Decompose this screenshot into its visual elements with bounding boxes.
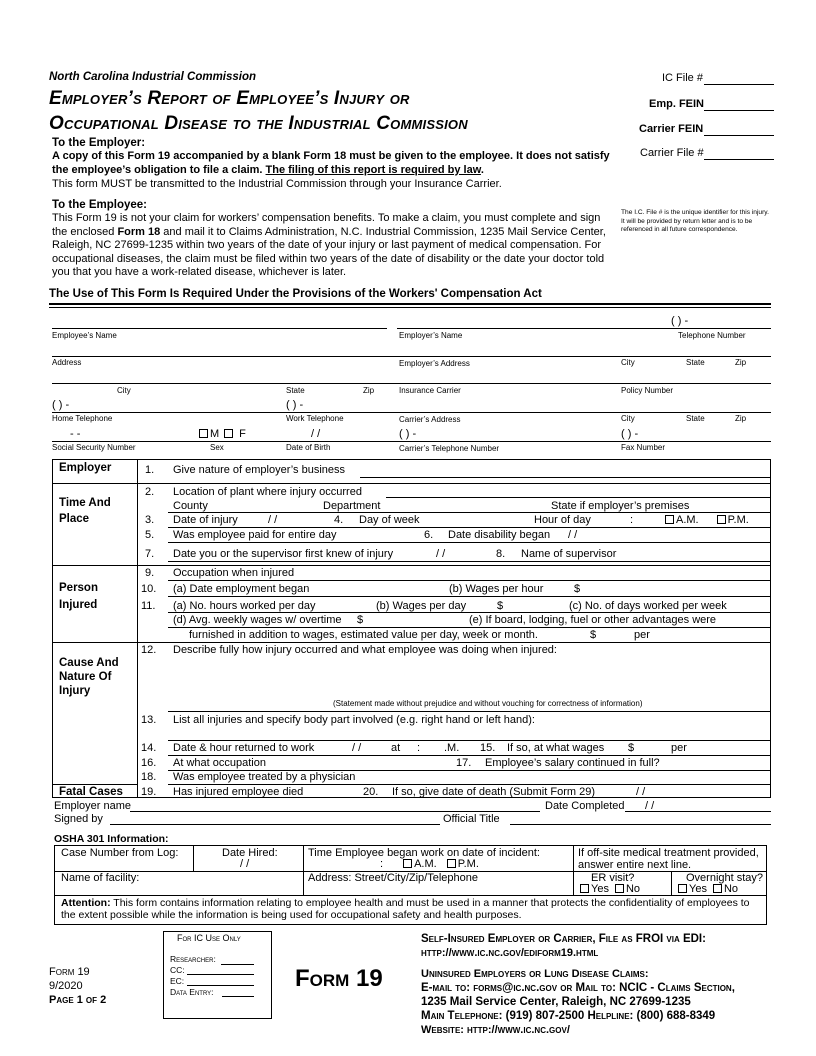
employee-name-field[interactable] [52,328,387,329]
uninsured-heading: Uninsured Employers or Lung Disease Claims: [421,968,649,980]
am-checkbox[interactable] [665,515,674,524]
city-label: City [621,414,635,423]
ec-label: EC: [170,976,185,986]
form-title-line2: Occupational Disease to the Industrial Commission [49,113,468,134]
ec-field[interactable] [187,985,254,986]
osha-pm-checkbox[interactable] [447,859,456,868]
q2-number: 2. [145,486,155,498]
case-number-label: Case Number from Log: [61,847,179,859]
overnight-yes-checkbox[interactable] [678,884,687,893]
date-hired-label: Date Hired: [222,847,278,859]
to-employer-heading: To the Employer: [52,137,146,149]
q16-label: At what occupation [173,757,266,769]
dollar-sign: $ [590,629,597,641]
q17-number: 17. [456,757,472,769]
q7-label: Date you or the supervisor first knew of injury [173,548,394,560]
zip-label: Zip [363,386,375,395]
data-entry-label: Data Entry: [170,987,214,997]
q11e-continued: furnished in addition to wages, estimated value per day, week or month. [189,629,538,641]
hour-label: Hour of day [534,514,591,526]
ssn-mask: - - [70,428,81,440]
q12-number: 12. [141,644,157,656]
per-label: per [671,742,687,754]
overnight-no-checkbox[interactable] [713,884,722,893]
official-title-label: Official Title [443,813,500,825]
employer-address-label: Employer’s Address [399,359,470,368]
q6-number: 6. [424,529,434,541]
return-date-mask: / / [352,742,362,754]
q11a-label: (a) No. hours worked per day [173,600,316,612]
q15-number: 15. [480,742,496,754]
date-completed-mask: / / [645,800,655,812]
disability-date-mask: / / [568,529,578,541]
q11d-label: (d) Avg. weekly wages w/ overtime [173,614,342,626]
knew-date-mask: / / [436,548,446,560]
at-label: at [391,742,401,754]
dollar-sign: $ [574,583,581,595]
telephone-field[interactable] [52,412,771,413]
q4-label: Day of week [359,514,420,526]
city-label: City [621,358,635,367]
signed-by-field[interactable] [110,824,440,825]
q10-number: 10. [141,583,157,595]
q11e-label: (e) If board, lodging, fuel or other advantages were [469,614,717,626]
q18-label: Was employee treated by a physician [173,771,356,783]
table-divider [52,642,771,643]
email-mail-line: E-mail to: forms@ic.nc.gov or Mail to: NCIC - Claims Section, [421,982,735,994]
table-divider [671,871,672,895]
am-pm-suffix: .M. [444,742,460,754]
attention-notice: Attention: This form contains information relating to employee health and must be used in a manner that protects the confidentiality of employees to the extent possible while the information is being used for occupational safety and health purposes. [61,897,750,921]
researcher-label: Researcher: [170,954,216,964]
section-fatal: Fatal Cases [59,786,123,798]
phone-helpline: Main Telephone: (919) 807-2500 Helpline: (800) 688-8349 [421,1010,716,1022]
q18-number: 18. [141,771,157,783]
weekly-wages-field[interactable] [168,627,771,628]
hour-colon: : [417,742,421,754]
carrier-fein-label: Carrier FEIN [639,123,704,135]
self-insured-instructions: Self-Insured Employer or Carrier, File as FROI via EDI: [421,933,706,945]
divider [49,307,771,308]
official-title-field[interactable] [510,824,771,825]
ic-use-label: For IC Use Only [177,933,241,943]
form-code: Form 19 [49,966,90,978]
page-number: Page 1 of 2 [49,994,107,1006]
am-pm-options: A.M. P.M. [663,514,749,526]
cc-field[interactable] [187,974,254,975]
return-to-work-field[interactable] [168,755,771,756]
q8-number: 8. [496,548,506,560]
overnight-options: Yes No [676,883,738,895]
ic-file-label: IC File # [662,72,703,84]
injury-description-field[interactable] [168,711,771,712]
form-date: 9/2020 [49,980,83,992]
osha-title: OSHA 301 Information: [54,833,169,845]
q1-number: 1. [145,464,155,476]
q12-label: Describe fully how injury occurred and what employee was doing when injured: [173,644,557,656]
insurance-carrier-label: Insurance Carrier [399,386,461,395]
q9-number: 9. [145,567,155,579]
home-telephone-label: Home Telephone [52,414,113,423]
emp-fein-label: Emp. FEIN [649,98,705,110]
work-phone-mask: ( ) - [286,399,304,411]
employer-phone-mask: ( ) - [671,315,689,327]
website-link[interactable]: Website: http://www.ic.nc.gov/ [421,1024,570,1036]
sex-label: Sex [210,443,224,452]
q1-label: Give nature of employer’s business [173,464,346,476]
er-yes-checkbox[interactable] [580,884,589,893]
work-telephone-label: Work Telephone [286,414,344,423]
q19-label: Has injured employee died [173,786,304,798]
county-label: County [173,500,208,512]
dob-mask: / / [311,428,321,440]
section-employer: Employer [59,462,112,474]
city-state-field[interactable] [52,383,771,384]
male-checkbox[interactable] [199,429,208,438]
data-entry-field[interactable] [222,996,254,997]
address-label: Address [52,358,82,367]
county-field[interactable] [168,512,771,513]
carrier-phone-mask: ( ) - [399,428,417,440]
supervisor-field[interactable] [168,561,771,562]
table-divider [573,845,574,895]
table-divider [303,845,304,895]
section-person-injured: Person Injured [59,582,98,611]
hour-colon: : [630,514,634,526]
q10a-label: (a) Date employment began [173,583,310,595]
q9-label: Occupation when injured [173,567,295,579]
zip-label: Zip [735,414,747,423]
to-employee-heading: To the Employee: [52,199,147,211]
form-number-big: Form 19 [295,965,383,992]
city-label: City [117,386,131,395]
statement-disclaimer: (Statement made without prejudice and without vouching for correctness of information) [333,699,643,708]
divider [49,303,771,305]
offsite-note: If off-site medical treatment provided, answer entire next line. [578,847,759,871]
state-label: State [286,386,305,395]
sex-options: M F [197,428,246,440]
q4-number: 4. [334,514,344,526]
ic-use-box [163,931,272,1019]
fax-mask: ( ) - [621,428,639,440]
employee-instructions: This Form 19 is not your claim for workers’ compensation benefits. To make a claim, you must complete and sign the enclosed Form 18 and mail it to Claims Administration, N.C. Industrial Commission, 1235 Mail Service Center, Raleigh, NC 27699-1235 within two years of the date of your injury or last payment of medical compensation. For occupational diseases, the claim must be filed within two years of the date of disability or the date your doctor told you that you have a work-related disease, whichever is later. [52,212,606,279]
pm-checkbox[interactable] [717,515,726,524]
female-checkbox[interactable] [224,429,233,438]
q8-label: Name of supervisor [521,548,617,560]
employer-name-sign-field[interactable] [130,811,540,812]
home-phone-mask: ( ) - [52,399,70,411]
q3-number: 3. [145,514,155,526]
injury-date-field[interactable] [168,527,771,528]
carrier-fein-field[interactable] [704,135,774,136]
facility-label: Name of facility: [61,872,140,884]
overnight-label: Overnight stay? [686,872,764,884]
carrier-file-field[interactable] [704,159,774,160]
ssn-field[interactable] [52,441,771,442]
zip-label: Zip [735,358,747,367]
signed-by-label: Signed by [54,813,103,825]
osha-am-checkbox[interactable] [403,859,412,868]
fax-number-label: Fax Number [621,443,666,452]
state-label: State [686,414,705,423]
q16-number: 16. [141,757,157,769]
employer-name-label: Employer’s Name [399,331,463,340]
employee-name-label: Employee’s Name [52,331,117,340]
q3-label: Date of injury [173,514,238,526]
employer-name-sign-label: Employer name [54,800,132,812]
hours-worked-field[interactable] [168,612,771,613]
employment-began-field[interactable] [168,596,771,597]
q10b-label: (b) Wages per hour [449,583,544,595]
mail-address-line: 1235 Mail Service Center, Raleigh, NC 27699-1235 [421,996,691,1008]
table-divider [54,895,767,896]
er-no-checkbox[interactable] [615,884,624,893]
q17-label: Employee’s salary continued in full? [485,757,660,769]
q11b-label: (b) Wages per day [376,600,467,612]
agency-name: North Carolina Industrial Commission [49,71,257,83]
table-divider [193,845,194,871]
er-visit-label: ER visit? [591,872,635,884]
table-divider [52,565,771,566]
q14-label: Date & hour returned to work [173,742,315,754]
employer-name-field[interactable] [397,328,771,329]
per-label: per [634,629,650,641]
section-cause: Cause And Nature Of Injury [59,657,119,697]
facility-address-label: Address: Street/City/Zip/Telephone [308,872,478,884]
table-divider [52,483,771,484]
q15-label: If so, at what wages [507,742,605,754]
dob-label: Date of Birth [286,443,331,452]
form-title-line1: Employer’s Report of Employee’s Injury or [49,88,410,109]
section-time-place: Time And Place [59,497,111,525]
q6-label: Date disability began [448,529,551,541]
policy-number-label: Policy Number [621,386,674,395]
injury-date-mask: / / [268,514,278,526]
state-label: State [686,358,705,367]
telephone-number-label: Telephone Number [678,331,746,340]
carrier-telephone-label: Carrier’s Telephone Number [399,444,500,453]
q11c-label: (c) No. of days worked per week [569,600,727,612]
ssn-label: Social Security Number [52,443,136,452]
carrier-file-label: Carrier File # [640,147,704,159]
q13-number: 13. [141,714,157,726]
physician-field[interactable] [168,784,771,785]
edi-url[interactable]: http://www.ic.nc.gov/ediform19.html [421,947,599,959]
q20-number: 20. [363,786,379,798]
plant-location-field[interactable] [386,497,771,498]
researcher-field[interactable] [221,964,254,965]
time-began-options: : A.M. P.M. [380,858,479,870]
state-premises-label: State if employer’s premises [551,500,690,512]
address-field[interactable] [52,356,771,357]
emp-fein-field[interactable] [704,110,774,111]
department-label: Department [323,500,381,512]
paid-entire-day-field[interactable] [168,542,771,543]
employer-transmit-note: This form MUST be transmitted to the Industrial Commission through your Insurance Carrier. [52,178,502,190]
provisions-notice: The Use of This Form Is Required Under the Provisions of the Workers' Compensation Act [49,288,542,300]
date-hired-mask: / / [240,858,250,870]
occupation-field[interactable] [168,580,771,581]
carrier-address-label: Carrier’s Address [399,415,461,424]
date-completed-label: Date Completed [545,800,625,812]
q14-number: 14. [141,742,157,754]
q2-label: Location of plant where injury occurred [173,486,362,498]
death-date-mask: / / [636,786,646,798]
q11-number: 11. [141,600,156,612]
employer-instructions: A copy of this Form 19 accompanied by a blank Form 18 must be given to the employee. It does not satisfy the employee’s obligation to file a claim. The filing of this report is required by law. [52,150,610,176]
dollar-sign: $ [628,742,635,754]
dollar-sign: $ [357,614,364,626]
q5-label: Was employee paid for entire day [173,529,337,541]
q7-number: 7. [145,548,155,560]
ic-file-note: The I.C. File # is the unique identifier for this injury. It will be provided by return letter and is to be referenced in all future correspondence. [621,209,769,234]
date-completed-field[interactable] [625,811,771,812]
er-visit-options: Yes No [578,883,640,895]
time-began-label: Time Employee began work on date of incident: [308,847,540,859]
q5-number: 5. [145,529,155,541]
dollar-sign: $ [497,600,504,612]
business-nature-field[interactable] [360,477,771,478]
table-divider [137,459,138,798]
ic-file-field[interactable] [704,84,774,85]
q20-label: If so, give date of death (Submit Form 29) [392,786,595,798]
injuries-list-field[interactable] [168,740,771,741]
q13-label: List all injuries and specify body part involved (e.g. right hand or left hand): [173,714,535,726]
cc-label: CC: [170,965,185,975]
q19-number: 19. [141,786,157,798]
